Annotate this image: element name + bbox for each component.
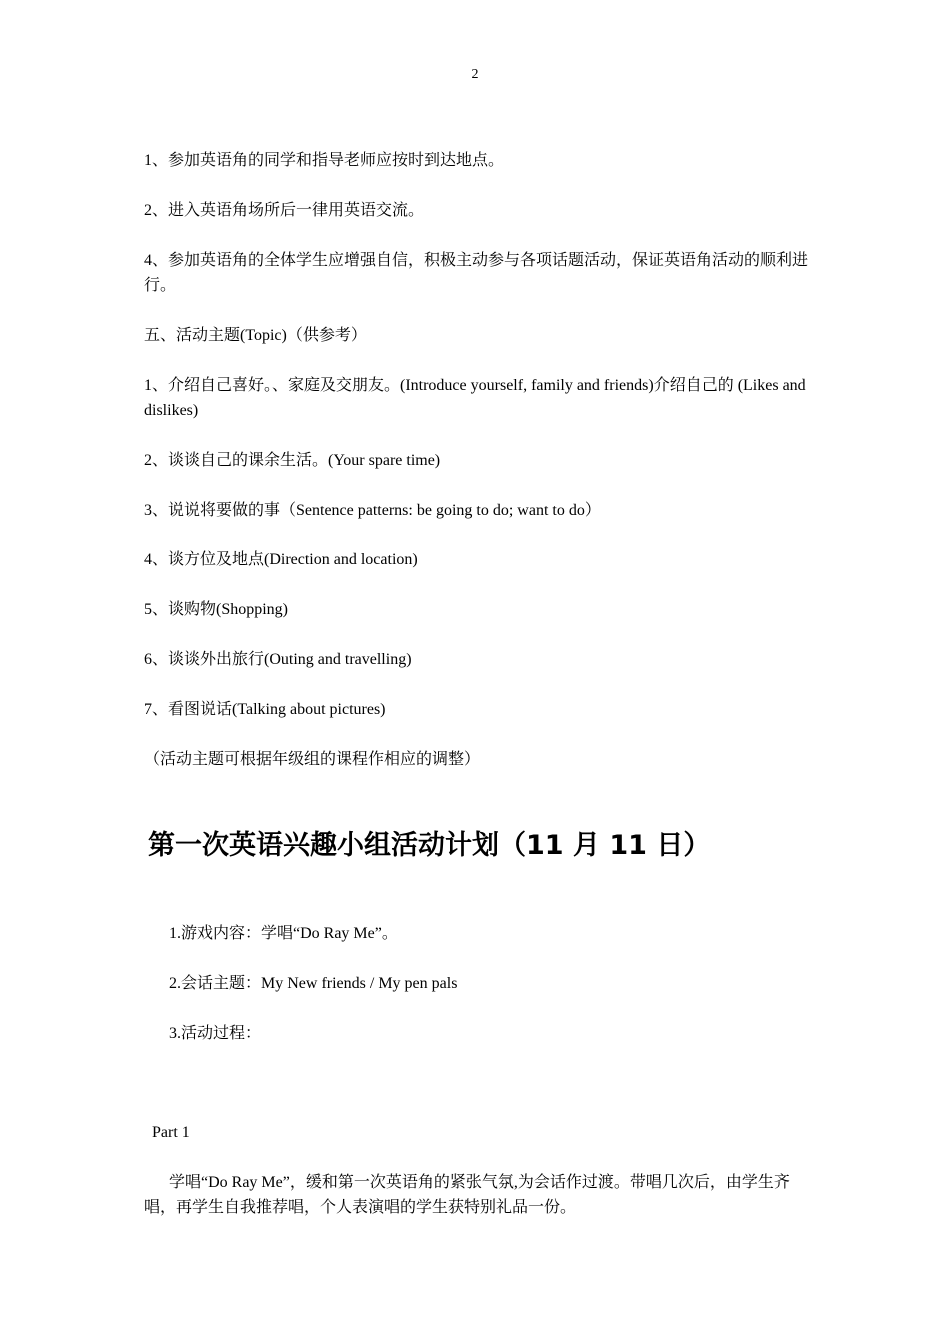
part-label: Part 1 <box>152 1124 190 1141</box>
plan-title: 第一次英语兴趣小组活动计划（11 月 11 日） <box>148 830 711 861</box>
rule-1: 1、参加英语角的同学和指导老师应按时到达地点。 <box>144 152 505 169</box>
topic-item-5: 5、谈购物(Shopping) <box>144 601 289 618</box>
plan-item-topic: 2.会话主题：My New friends / My pen pals <box>169 975 458 992</box>
topic-item-7: 7、看图说话(Talking about pictures) <box>144 701 386 718</box>
topics-note: （活动主题可根据年级组的课程作相应的调整） <box>144 751 481 768</box>
topic-item-3: 3、说说将要做的事（Sentence patterns: be going to do; want to do） <box>144 502 601 519</box>
topic-item-4: 4、谈方位及地点(Direction and location) <box>144 551 418 568</box>
topic-item-2: 2、谈谈自己的课余生活。(Your spare time) <box>144 452 441 469</box>
rule-2: 2、进入英语角场所后一律用英语交流。 <box>144 202 425 219</box>
topics-heading: 五、活动主题(Topic)（供参考） <box>144 327 367 344</box>
plan-item-process: 3.活动过程： <box>169 1025 262 1042</box>
plan-item-game: 1.游戏内容：学唱“Do Ray Me”。 <box>169 925 398 942</box>
part-description: 学唱“Do Ray Me”，缓和第一次英语角的紧张气氛,为会话作过渡。带唱几次后，由学生齐唱，再学生自我推荐唱，个人表演唱的学生获特别礼品一份。 <box>144 1174 790 1216</box>
topic-item-6: 6、谈谈外出旅行(Outing and travelling) <box>144 651 412 668</box>
page-number: 2 <box>471 67 479 82</box>
rule-4: 4、参加英语角的全体学生应增强自信，积极主动参与各项话题活动，保证英语角活动的顺利进行。 <box>144 252 809 294</box>
topic-item-1: 1、介绍自己喜好。、家庭及交朋友。(Introduce yourself, family and friends)介绍自己的 (Likes and dislikes) <box>144 377 806 419</box>
